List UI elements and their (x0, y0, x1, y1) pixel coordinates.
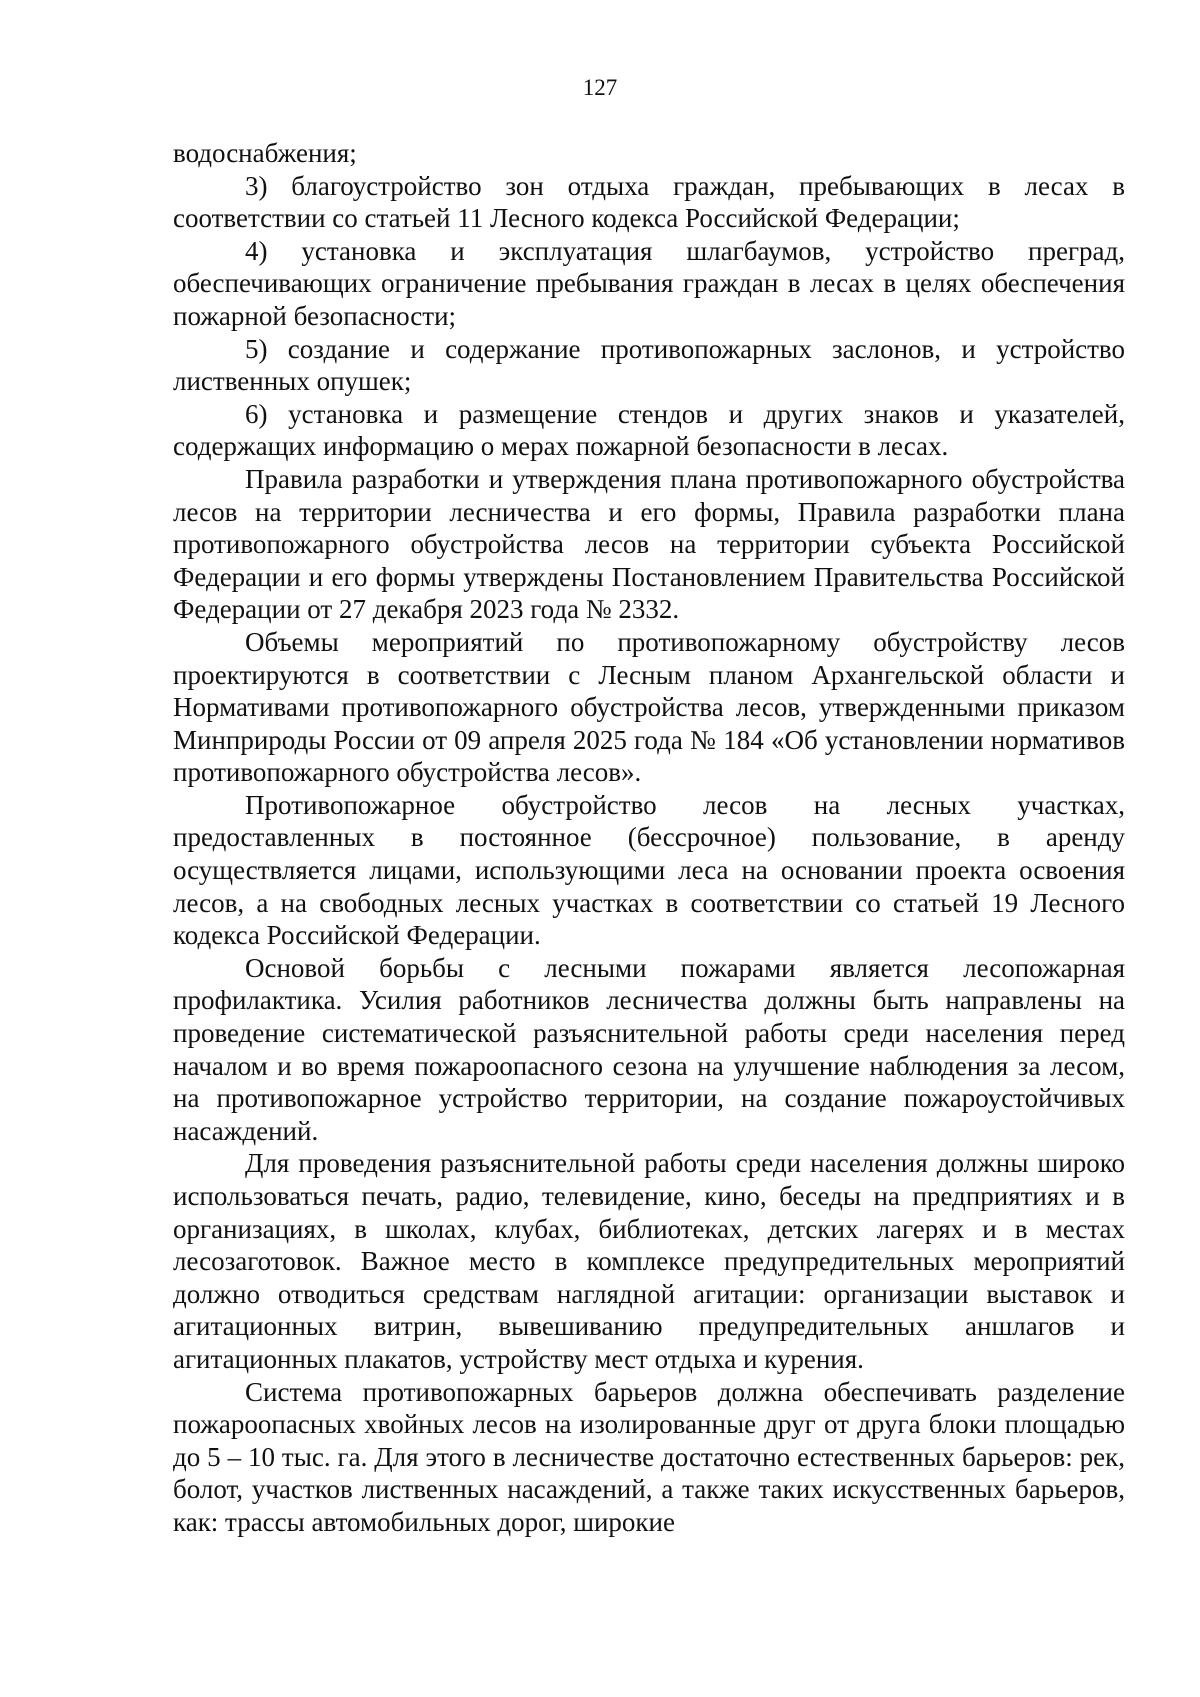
list-item-3: 3) благоустройство зон отдыха граждан, пребывающих в лесах в соответствии со статьей 11 Лесного кодекса Российской Федерации; (173, 170, 1125, 234)
document-body (173, 137, 1125, 1539)
page-number: 127 (582, 75, 618, 100)
list-item-6: 6) установка и размещение стендов и других знаков и указателей, содержащих информацию о мерах пожарной безопасности в лесах. (173, 398, 1125, 462)
paragraph-barriers: Система противопожарных барьеров должна обеспечивать разделение пожароопасных хвойных лесов на изолированные друг от друга блоки площадью до 5 – 10 тыс. га. Для этого в лесничестве достаточно естественных барьеров: рек, болот, участков лиственных насаждений, а также таких искусственных барьеров, как: трассы автомобильных дорог, широкие (173, 1376, 1125, 1537)
paragraph-volumes: Объемы мероприятий по противопожарному обустройству лесов проектируются в соответствии с Лесным планом Архангельской области и Нормативами противопожарного обустройства лесов, утвержденными приказом Минприроды России от 09 апреля 2025 года № 184 «Об установлении нормативов противопожарного обустройства лесов». (173, 626, 1125, 788)
list-item-5: 5) создание и содержание противопожарных заслонов, и устройство лиственных опушек; (173, 333, 1125, 397)
paragraph-outreach: Для проведения разъяснительной работы среди населения должны широко использоваться печать, радио, телевидение, кино, беседы на предприятиях и в организациях, в школах, клубах, библиотеках, детских лагерях и в местах лесозаготовок. Важное место в комплексе предупредительных мероприятий должно отводиться средствам наглядной агитации: организации выставок и агитационных витрин, вывешиванию предупредительных аншлагов и агитационных плакатов, устройству мест отдыха и курения. (173, 1148, 1125, 1374)
list-item-4: 4) установка и эксплуатация шлагбаумов, устройство преград, обеспечивающих ограничение пребывания граждан в лесах в целях обеспечения пожарной безопасности; (173, 235, 1125, 331)
paragraph-leased-plots: Противопожарное обустройство лесов на лесных участках, предоставленных в постоянное (бессрочное) пользование, в аренду осуществляется лицами, использующими леса на основании проекта освоения лесов, а на свободных лесных участках в соответствии со статьей 19 Лесного кодекса Российской Федерации. (173, 789, 1125, 951)
paragraph-continuation: водоснабжения; (173, 138, 357, 168)
paragraph-prevention: Основой борьбы с лесными пожарами является лесопожарная профилактика. Усилия работников лесничества должны быть направлены на проведение систематической разъяснительной работы среди населения перед началом и во время пожароопасного сезона на улучшение наблюдения за лесом, на противопожарное устройство территории, на создание пожароустойчивых насаждений. (173, 952, 1125, 1146)
paragraph-rules: Правила разработки и утверждения плана противопожарного обустройства лесов на территории лесничества и его формы, Правила разработки плана противопожарного обустройства лесов на территории субъекта Российской Федерации и его формы утверждены Постановлением Правительства Российской Федерации от 27 декабря 2023 года № 2332. (173, 463, 1125, 625)
